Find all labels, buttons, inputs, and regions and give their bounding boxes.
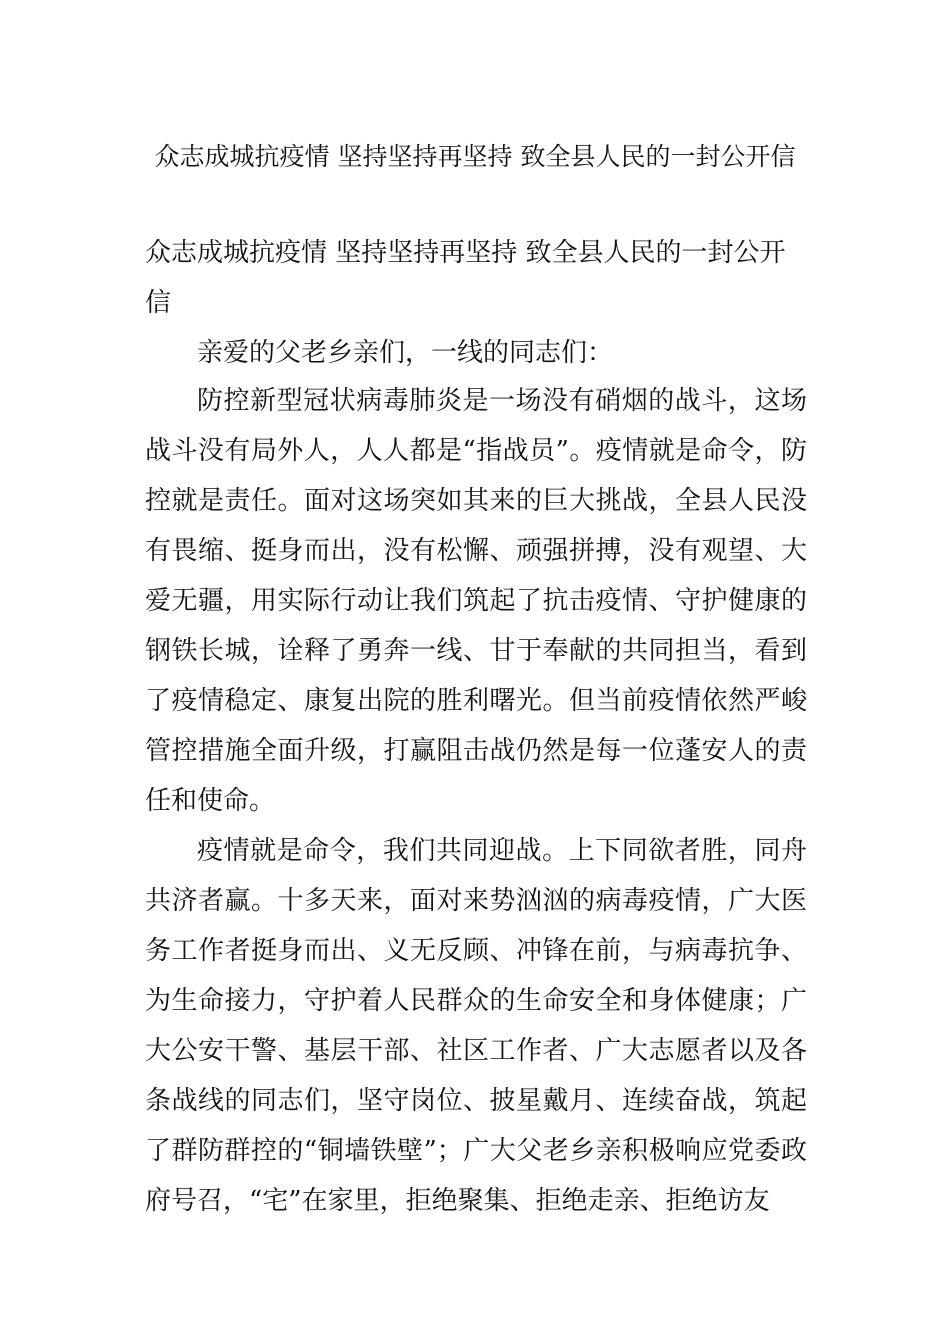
document-subtitle: 众志成城抗疫情 坚持坚持再坚持 致全县人民的一封公开信	[145, 238, 786, 318]
salutation-paragraph: 亲爱的父老乡亲们，一线的同志们：	[197, 338, 614, 368]
document-title: 众志成城抗疫情 坚持坚持再坚持 致全县人民的一封公开信	[154, 142, 796, 171]
body-paragraph: 疫情就是命令，我们共同迎战。上下同欲者胜，同舟共济者赢。十多天来，面对来势汹汹的病毒疫情，广大医务工作者挺身而出、义无反顾、冲锋在前，与病毒抗争、为生命接力，守护着人民群众的生命安全和身体健康；广大公安干警、基层干部、社区工作者、广大志愿者以及各条战线的同志们，坚守岗位、披星戴月、连续奋战，筑起了群防群控的“铜墙铁壁”；广大父老乡亲积极响应党委政府号召，“宅”在家里，拒绝聚集、拒绝走亲、拒绝访友	[145, 836, 807, 1216]
body-paragraph: 防控新型冠状病毒肺炎是一场没有硝烟的战斗，这场战斗没有局外人，人人都是“指战员”。疫情就是命令，防控就是责任。面对这场突如其来的巨大挑战，全县人民没有畏缩、挺身而出，没有松懈、顽强拼搏，没有观望、大爱无疆，用实际行动让我们筑起了抗击疫情、守护健康的钢铁长城，诠释了勇奔一线、甘于奉献的共同担当，看到了疫情稳定、康复出院的胜利曙光。但当前疫情依然严峻管控措施全面升级，打赢阻击战仍然是每一位蓬安人的责任和使命。	[145, 386, 807, 816]
